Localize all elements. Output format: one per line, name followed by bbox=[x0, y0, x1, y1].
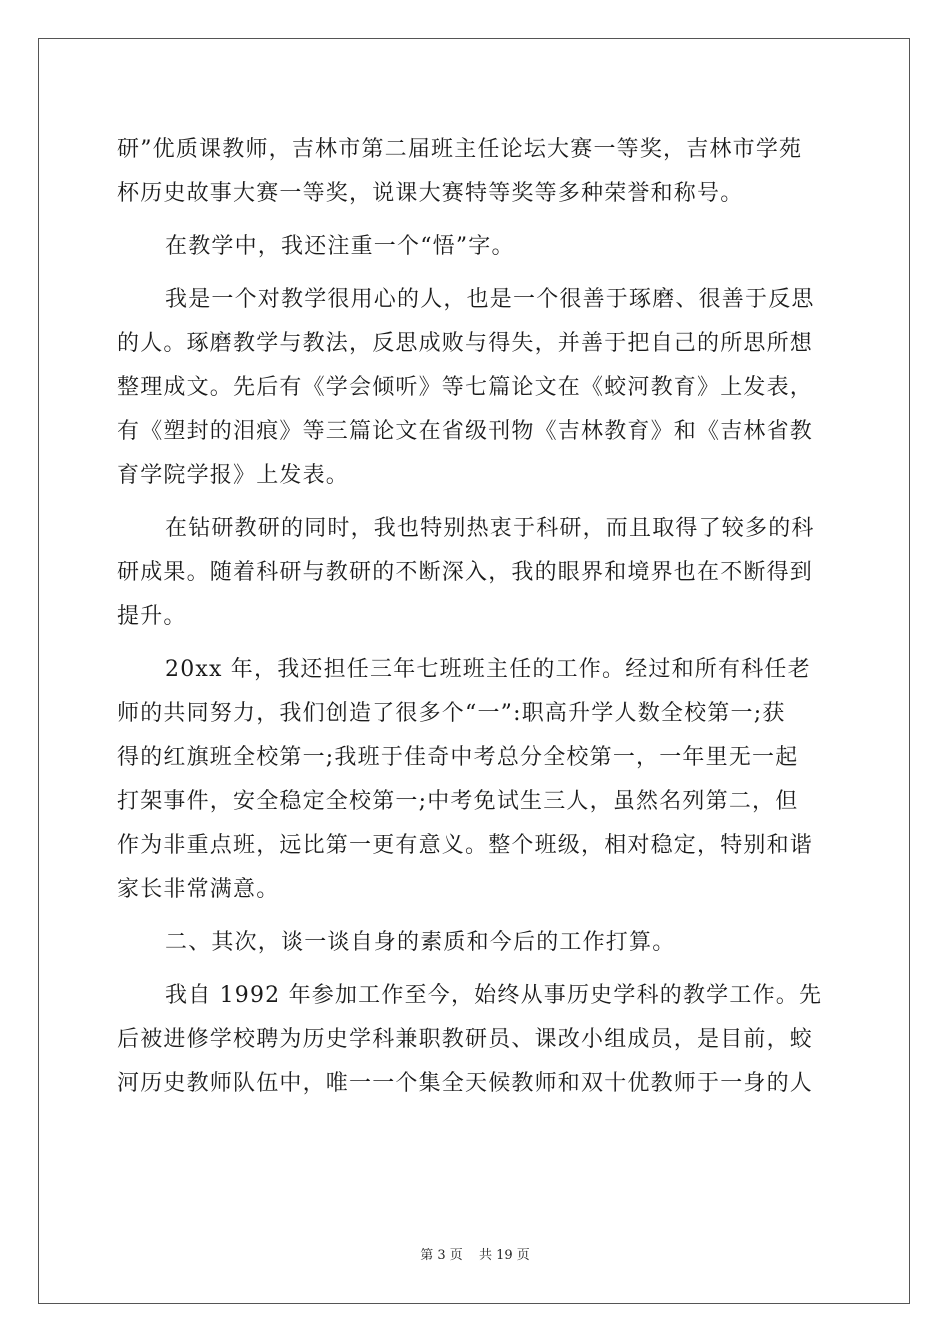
text-line: 师的共同努力，我们创造了很多个“一”:职高升学人数全校第一;获 bbox=[117, 701, 786, 726]
text-line: 在教学中，我还注重一个“悟”字。 bbox=[165, 234, 515, 259]
text-line: 家长非常满意。 bbox=[117, 877, 280, 902]
text-line: 研成果。随着科研与教研的不断深入，我的眼界和境界也在不断得到 bbox=[117, 560, 814, 585]
text-line: 得的红旗班全校第一;我班于佳奇中考总分全校第一，一年里无一起 bbox=[117, 745, 799, 770]
page-number: 第 3 页 bbox=[420, 1248, 463, 1263]
paragraph bbox=[117, 278, 833, 498]
text-line: 后被进修学校聘为历史学科兼职教研员、课改小组成员，是目前，蛟 bbox=[117, 1027, 814, 1052]
text-line: 河历史教师队伍中，唯一一个集全天候教师和双十优教师于一身的人 bbox=[117, 1071, 814, 1096]
text-line: 研”优质课教师，吉林市第二届班主任论坛大赛一等奖，吉林市学苑 bbox=[117, 137, 803, 162]
page-total: 共 19 页 bbox=[478, 1248, 530, 1263]
text-line: 二、其次，谈一谈自身的素质和今后的工作打算。 bbox=[165, 930, 676, 955]
paragraph bbox=[117, 128, 833, 216]
paragraph bbox=[117, 648, 833, 912]
paragraph bbox=[117, 507, 833, 639]
text-line: 杯历史故事大赛一等奖，说课大赛特等奖等多种荣誉和称号。 bbox=[117, 181, 744, 206]
text-line: 提升。 bbox=[117, 604, 187, 629]
text-line: 作为非重点班，远比第一更有意义。整个班级，相对稳定，特别和谐 bbox=[117, 833, 814, 858]
text-line: 打架事件，安全稳定全校第一;中考免试生三人，虽然名列第二，但 bbox=[117, 789, 799, 814]
page-footer bbox=[0, 1244, 950, 1263]
paragraph bbox=[117, 974, 833, 1106]
text-line: 整理成文。先后有《学会倾听》等七篇论文在《蛟河教育》上发表， bbox=[117, 375, 814, 400]
text-line: 20xx 年，我还担任三年七班班主任的工作。经过和所有科任老 bbox=[165, 657, 811, 682]
text-line: 在钻研教研的同时，我也特别热衷于科研，而且取得了较多的科 bbox=[165, 516, 815, 541]
text-line: 育学院学报》上发表。 bbox=[117, 463, 350, 488]
document-body bbox=[117, 128, 833, 1115]
text-line: 的人。琢磨教学与教法，反思成败与得失，并善于把自己的所思所想 bbox=[117, 331, 814, 356]
text-line: 我自 1992 年参加工作至今，始终从事历史学科的教学工作。先 bbox=[165, 983, 823, 1008]
text-line: 有《塑封的泪痕》等三篇论文在省级刊物《吉林教育》和《吉林省教 bbox=[117, 419, 814, 444]
text-line: 我是一个对教学很用心的人，也是一个很善于琢磨、很善于反思 bbox=[165, 287, 815, 312]
paragraph bbox=[117, 225, 833, 269]
paragraph bbox=[117, 921, 833, 965]
